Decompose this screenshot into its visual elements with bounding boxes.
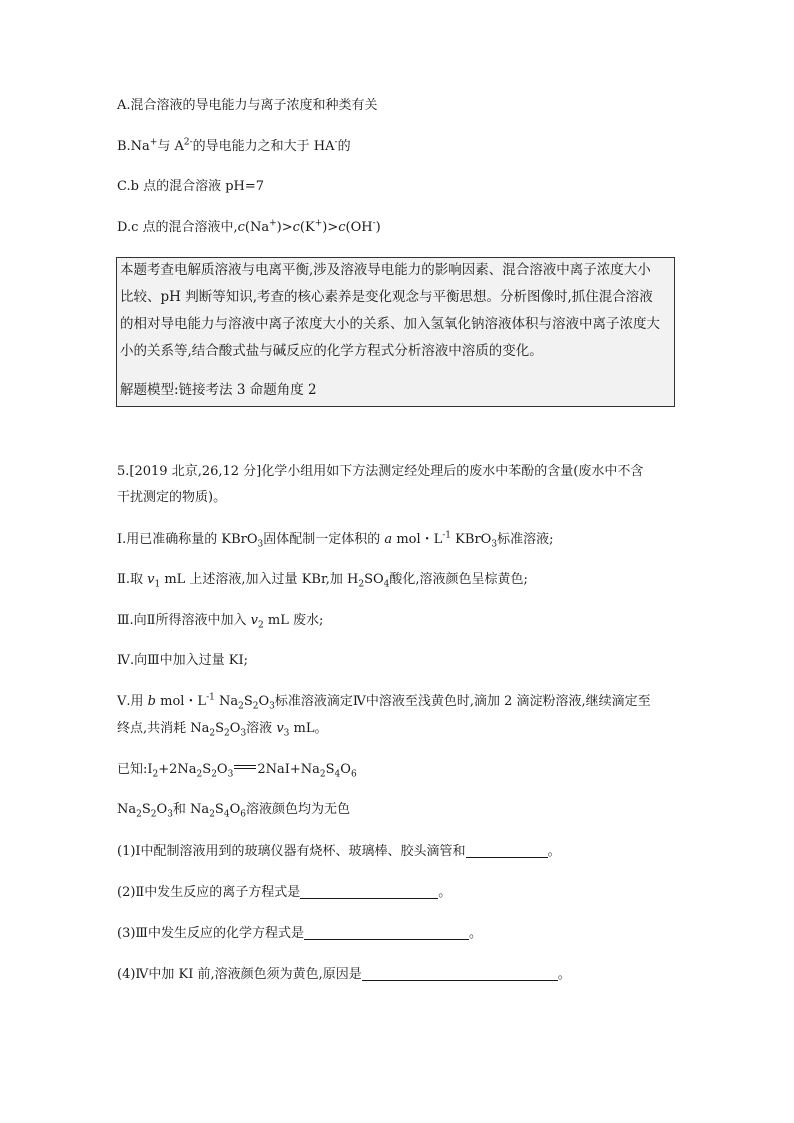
subquestion-4: (4)Ⅳ中加 KI 前,溶液颜色须为黄色,原因是 。 — [117, 967, 571, 982]
answer-blank-4[interactable] — [362, 966, 558, 981]
answer-blank-3[interactable] — [304, 925, 469, 940]
step-4: Ⅳ.向Ⅲ中加入过量 KI; — [117, 653, 249, 668]
analysis-line: 本题考查电解质溶液与电离平衡,涉及溶液导电能力的影响因素、混合溶液中离子浓度大小 — [120, 262, 651, 278]
option-b: B.Na+与 $A^{2-}$的导电能力之和大于 HA-的 — [117, 137, 351, 154]
analysis-box — [116, 257, 675, 407]
subquestion-2: (2)Ⅱ中发生反应的离子方程式是 。 — [117, 885, 452, 900]
step-5-cont: 终点,共消耗 $Na_2S_2O_3$溶液 $v_3$ mL。 — [117, 721, 328, 739]
subquestion-3: (3)Ⅲ中发生反应的化学方程式是 。 — [117, 926, 482, 941]
answer-blank-1[interactable] — [466, 843, 548, 858]
step-2: Ⅱ.取 $v_1$ mL 上述溶液,加入过量 KBr,加 $H_2SO_4$酸化,溶液颜色呈棕黄色; — [117, 572, 528, 590]
step-3: Ⅲ.向Ⅱ所得溶液中加入 $v_2$ mL 废水; — [117, 613, 324, 631]
equals-sign — [234, 765, 256, 769]
analysis-line: 小的关系等,结合酸式盐与碱反应的化学方程式分析溶液中溶质的变化。 — [120, 343, 543, 359]
question-intro: 5.[2019 北京,26,12 分]化学小组用如下方法测定经处理后的废水中苯酚的含量(废水中不含 — [117, 464, 644, 479]
option-d: D.c 点的混合溶液中,c(Na+)>c(K+)>c(OH-) — [117, 218, 381, 235]
analysis-line: 的相对导电能力与溶液中离子浓度大小的关系、加入氢氧化钠溶液体积与溶液中离子浓度大 — [120, 316, 660, 332]
question-intro-cont: 干扰测定的物质)。 — [117, 490, 227, 505]
step-1: Ⅰ.用已准确称量的 KBrO$_3$固体配制一定体积的 a mol・$L^{-1}$ KBrO$_3$标准溶液; — [117, 530, 554, 550]
analysis-line: 比较、pH 判断等知识,考查的核心素养是变化观念与平衡思想。分析图像时,抓住混合溶液 — [120, 289, 653, 305]
solution-model: 解题模型:链接考法 3 命题角度 2 — [120, 382, 317, 398]
known-equation: 已知$:I_2+2Na_2S_2O_3$ $2NaI+Na_2S_4O_6$ — [117, 762, 357, 780]
step-5: Ⅴ.用 b mol・$L^{-1}$ $Na_2S_2O_3$标准溶液滴定Ⅳ中溶液至浅黄色时,滴加 2 滴淀粉溶液,继续滴定至 — [117, 692, 651, 712]
colorless-note: $Na_2S_2O_3$和 $Na_2S_4O_6$溶液颜色均为无色 — [117, 802, 350, 820]
subquestion-1: (1)Ⅰ中配制溶液用到的玻璃仪器有烧杯、玻璃棒、胶头滴管和 。 — [117, 844, 561, 859]
option-a: A.混合溶液的导电能力与离子浓度和种类有关 — [117, 98, 378, 113]
answer-blank-2[interactable] — [300, 884, 438, 899]
option-c: C.b 点的混合溶液 pH=7 — [117, 179, 265, 194]
